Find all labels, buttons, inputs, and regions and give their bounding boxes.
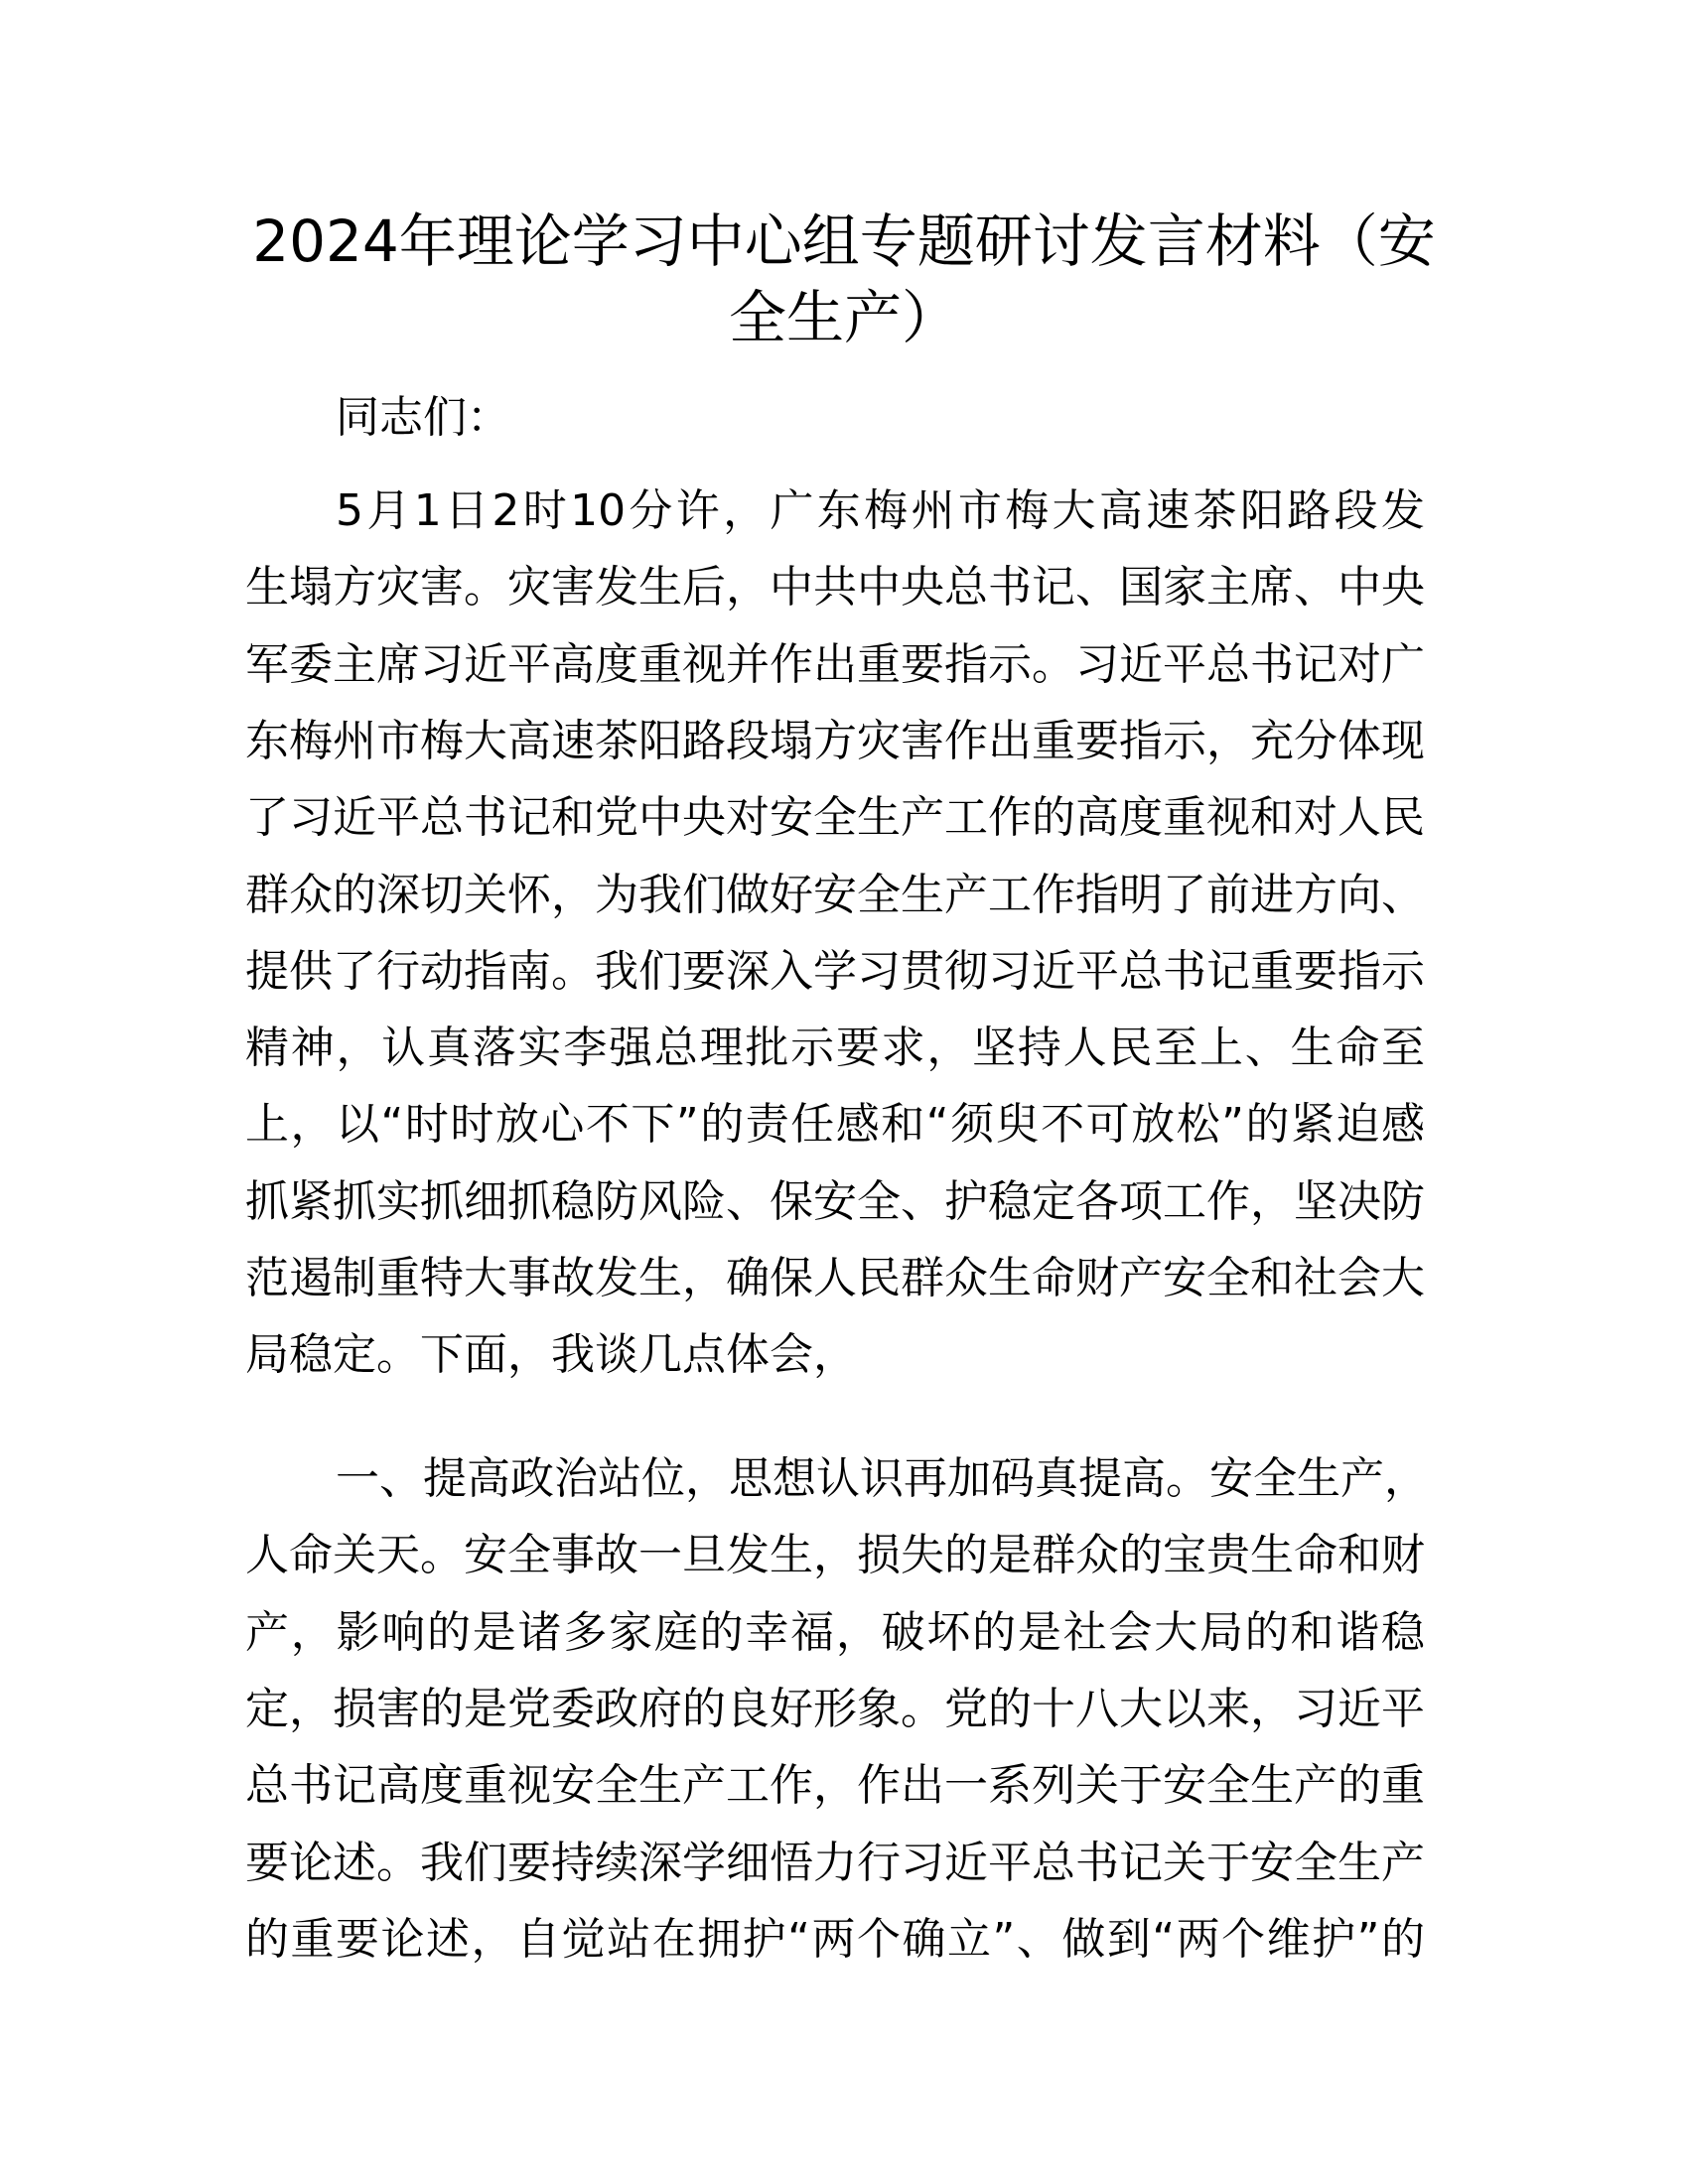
- paragraph-line: 生塌方灾害。灾害发生后，中共中央总书记、国家主席、中央: [245, 562, 1425, 614]
- paragraph-line: 提供了行动指南。我们要深入学习贯彻习近平总书记重要指示: [245, 945, 1425, 997]
- paragraph-line: 人命关天。安全事故一旦发生，损失的是群众的宝贵生命和财: [245, 1530, 1425, 1581]
- paragraph-line: 一、提高政治站位，思想认识再加码真提高。安全生产，: [336, 1453, 1428, 1504]
- paragraph-line: 上，以“时时放心不下”的责任感和“须臾不可放松”的紧迫感: [245, 1099, 1425, 1151]
- paragraph-line: 精神，认真落实李强总理批示要求，坚持人民至上、生命至: [245, 1023, 1425, 1074]
- paragraph-line: 5月1日2时10分许，广东梅州市梅大高速茶阳路段发: [336, 485, 1425, 536]
- paragraph-line: 总书记高度重视安全生产工作，作出一系列关于安全生产的重: [245, 1760, 1425, 1812]
- paragraph-line: 东梅州市梅大高速茶阳路段塌方灾害作出重要指示，充分体现: [245, 715, 1425, 766]
- document-title-line-1: 2024年理论学习中心组专题研讨发言材料（安: [252, 207, 1436, 275]
- salutation: 同志们：: [336, 392, 510, 443]
- paragraph-line: 范遏制重特大事故发生，确保人民群众生命财产安全和社会大: [245, 1253, 1425, 1303]
- paragraph-line: 了习近平总书记和党中央对安全生产工作的高度重视和对人民: [245, 792, 1425, 844]
- paragraph-line: 产，影响的是诸多家庭的幸福，破坏的是社会大局的和谐稳: [245, 1606, 1425, 1658]
- paragraph-line: 定，损害的是党委政府的良好形象。党的十八大以来，习近平: [245, 1683, 1425, 1734]
- paragraph-line: 要论述。我们要持续深学细悟力行习近平总书记关于安全生产: [245, 1837, 1425, 1888]
- paragraph-line: 抓紧抓实抓细抓稳防风险、保安全、护稳定各项工作，坚决防: [245, 1175, 1425, 1227]
- paragraph-line: 的重要论述，自觉站在拥护“两个确立”、做到“两个维护”的: [245, 1913, 1425, 1965]
- paragraph-line: 军委主席习近平高度重视并作出重要指示。习近平总书记对广: [245, 638, 1425, 690]
- document-title-line-2: 全生产）: [728, 284, 959, 351]
- paragraph-line: 局稳定。下面，我谈几点体会，: [245, 1329, 857, 1381]
- paragraph-line: 群众的深切关怀，为我们做好安全生产工作指明了前进方向、: [245, 869, 1425, 920]
